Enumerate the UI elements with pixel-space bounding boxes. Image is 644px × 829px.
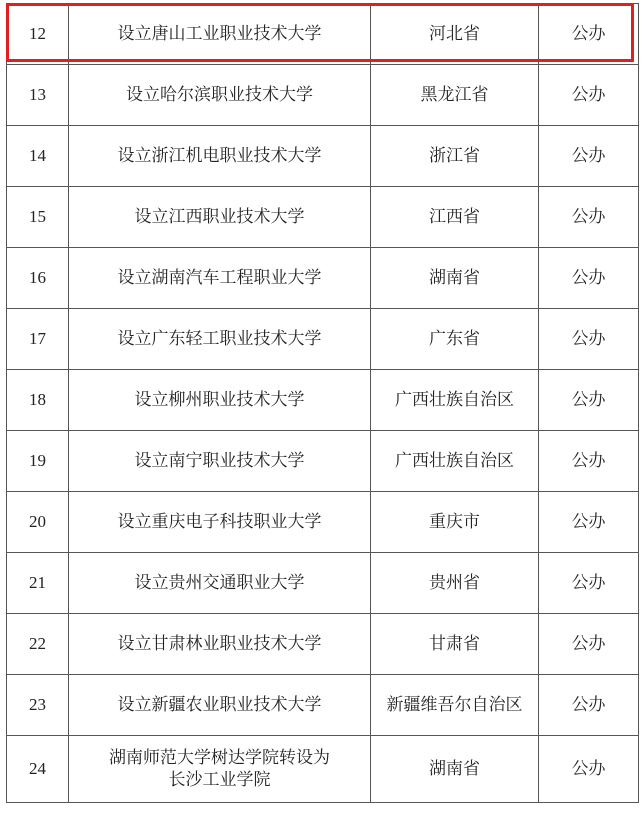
province: 广西壮族自治区 — [371, 431, 539, 492]
province: 重庆市 — [371, 492, 539, 553]
university-name: 设立南宁职业技术大学 — [69, 431, 371, 492]
row-number: 18 — [7, 370, 69, 431]
row-number: 13 — [7, 65, 69, 126]
school-type: 公办 — [539, 370, 639, 431]
table-row — [7, 492, 639, 553]
university-name — [69, 736, 371, 803]
school-type: 公办 — [539, 614, 639, 675]
table-row — [7, 431, 639, 492]
school-type: 公办 — [539, 492, 639, 553]
province: 河北省 — [371, 4, 539, 65]
university-name: 设立浙江机电职业技术大学 — [69, 126, 371, 187]
row-number: 14 — [7, 126, 69, 187]
table-row — [7, 614, 639, 675]
table-row — [7, 736, 639, 803]
row-number: 23 — [7, 675, 69, 736]
university-name: 设立江西职业技术大学 — [69, 187, 371, 248]
school-type: 公办 — [539, 675, 639, 736]
school-type: 公办 — [539, 553, 639, 614]
table-row — [7, 65, 639, 126]
row-number: 19 — [7, 431, 69, 492]
school-type: 公办 — [539, 431, 639, 492]
university-name-line-1: 湖南师范大学树达学院转设为 — [109, 748, 330, 768]
school-type: 公办 — [539, 309, 639, 370]
university-name: 设立重庆电子科技职业大学 — [69, 492, 371, 553]
university-table-container — [6, 3, 638, 803]
province: 甘肃省 — [371, 614, 539, 675]
table-row — [7, 553, 639, 614]
school-type: 公办 — [539, 4, 639, 65]
province: 贵州省 — [371, 553, 539, 614]
province: 湖南省 — [371, 736, 539, 803]
university-name: 设立柳州职业技术大学 — [69, 370, 371, 431]
province: 广西壮族自治区 — [371, 370, 539, 431]
university-name: 设立哈尔滨职业技术大学 — [69, 65, 371, 126]
province: 黑龙江省 — [371, 65, 539, 126]
province: 浙江省 — [371, 126, 539, 187]
table-row — [7, 370, 639, 431]
row-number: 22 — [7, 614, 69, 675]
row-number: 16 — [7, 248, 69, 309]
row-number: 20 — [7, 492, 69, 553]
province: 新疆维吾尔自治区 — [371, 675, 539, 736]
table-row — [7, 126, 639, 187]
university-name: 设立贵州交通职业大学 — [69, 553, 371, 614]
table-row — [7, 248, 639, 309]
table-row — [7, 675, 639, 736]
university-name-line-2: 长沙工业学院 — [168, 770, 271, 790]
table-row — [7, 309, 639, 370]
table-row — [7, 4, 639, 65]
row-number: 21 — [7, 553, 69, 614]
row-number: 15 — [7, 187, 69, 248]
university-name: 设立甘肃林业职业技术大学 — [69, 614, 371, 675]
school-type: 公办 — [539, 736, 639, 803]
university-table — [6, 3, 639, 803]
university-name: 设立新疆农业职业技术大学 — [69, 675, 371, 736]
school-type: 公办 — [539, 126, 639, 187]
university-name: 设立唐山工业职业技术大学 — [69, 4, 371, 65]
school-type: 公办 — [539, 248, 639, 309]
row-number: 17 — [7, 309, 69, 370]
row-number: 24 — [7, 736, 69, 803]
school-type: 公办 — [539, 65, 639, 126]
table-row — [7, 187, 639, 248]
province: 广东省 — [371, 309, 539, 370]
university-name: 设立广东轻工职业技术大学 — [69, 309, 371, 370]
university-name: 设立湖南汽车工程职业大学 — [69, 248, 371, 309]
row-number: 12 — [7, 4, 69, 65]
school-type: 公办 — [539, 187, 639, 248]
province: 湖南省 — [371, 248, 539, 309]
province: 江西省 — [371, 187, 539, 248]
